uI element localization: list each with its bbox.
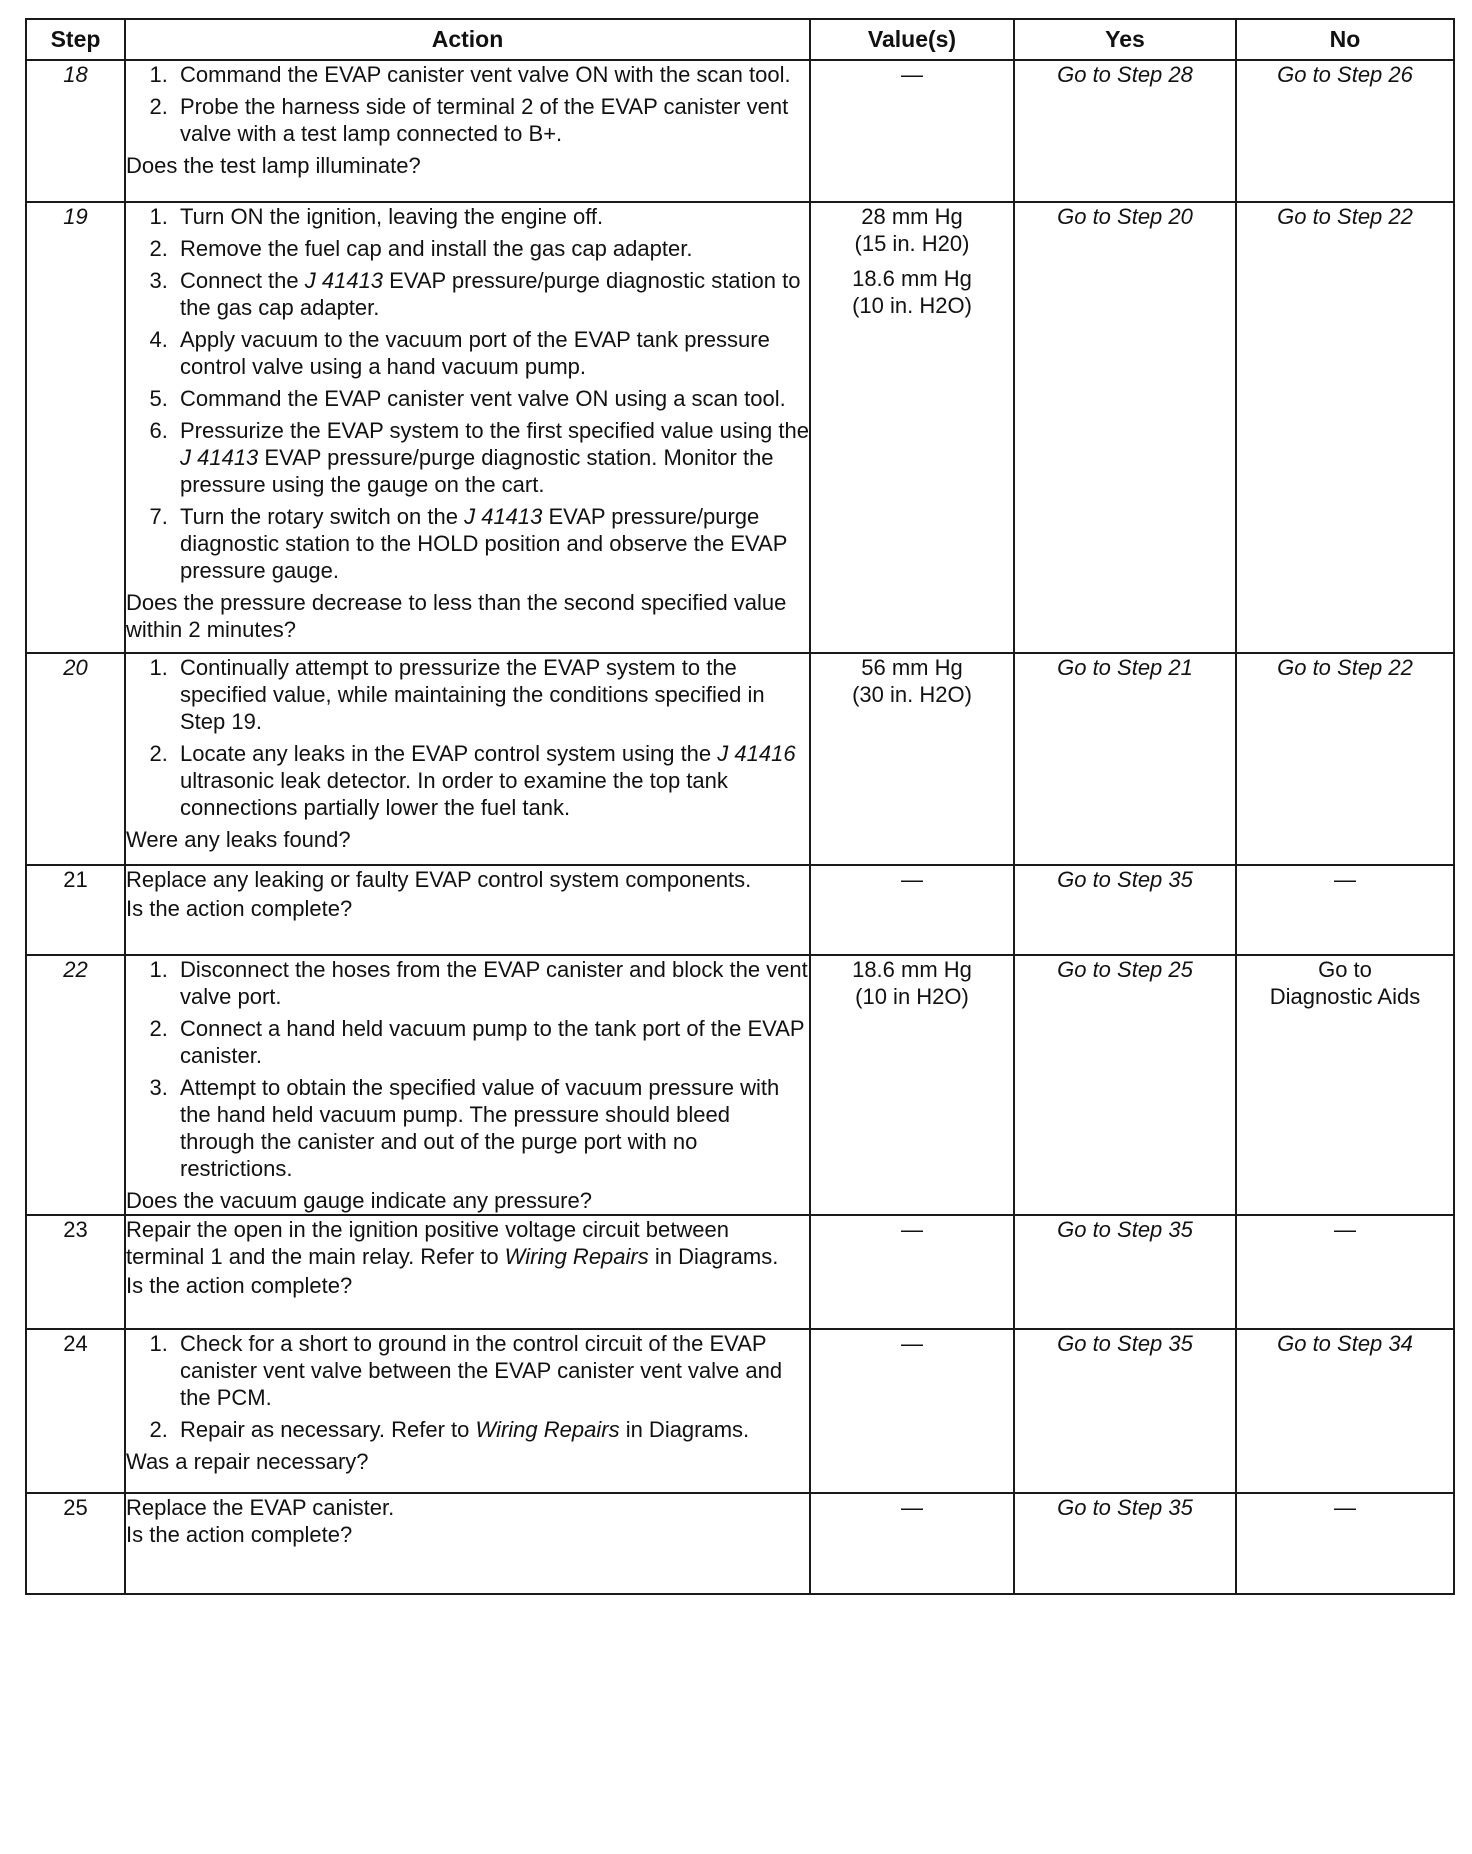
action-list (126, 654, 809, 821)
action-cell (125, 60, 810, 202)
no-text: Diagnostic Aids (1269, 984, 1421, 1009)
yes-link[interactable]: Go to Step 35 (1057, 1331, 1193, 1356)
yes-link[interactable]: Go to Step 21 (1057, 655, 1193, 680)
diagnostic-table (25, 18, 1455, 1595)
list-item: 2. Probe the harness side of terminal 2 of the EVAP canister vent valve with a test lamp connected to B+. (174, 93, 809, 147)
no-cell (1236, 202, 1454, 653)
header-yes: Yes (1014, 19, 1236, 60)
value-text: (30 in. H2O) (852, 682, 972, 707)
action-question: Does the vacuum gauge indicate any pressure? (126, 1188, 592, 1213)
action-cell (125, 202, 810, 653)
yes-link[interactable]: Go to Step 25 (1057, 957, 1193, 982)
tool-ref: J 41413 (304, 268, 384, 293)
item-text: Pressurize the EVAP system to the first specified value using the (180, 418, 809, 443)
list-item: 2. Connect a hand held vacuum pump to the tank port of the EVAP canister. (174, 1015, 809, 1069)
action-list (126, 203, 809, 584)
yes-link[interactable]: Go to Step 35 (1057, 867, 1193, 892)
header-step: Step (26, 19, 125, 60)
action-question: Were any leaks found? (126, 827, 351, 852)
table-row (26, 653, 1454, 865)
item-text: in Diagrams. (619, 1417, 750, 1442)
value-line (811, 265, 1013, 319)
no-cell (1236, 955, 1454, 1215)
doc-ref: Wiring Repairs (504, 1244, 649, 1269)
tool-ref: J 41416 (717, 741, 796, 766)
list-item (174, 503, 809, 584)
item-text: Repair as necessary. Refer to (180, 1417, 476, 1442)
step-number: 21 (26, 865, 125, 955)
value-line (811, 956, 1013, 1010)
yes-link[interactable]: Go to Step 35 (1057, 1495, 1193, 1520)
table-row (26, 955, 1454, 1215)
header-values: Value(s) (810, 19, 1014, 60)
no-link[interactable]: Go to Step 26 (1277, 62, 1413, 87)
no-cell (1236, 653, 1454, 865)
action-text-part: in Diagrams. (648, 1244, 779, 1269)
table-row (26, 1493, 1454, 1594)
item-text: Turn the rotary switch on the (180, 504, 465, 529)
no-cell (1236, 60, 1454, 202)
value-cell: — (810, 1329, 1014, 1493)
action-cell (125, 1329, 810, 1493)
value-cell: — (810, 1215, 1014, 1329)
header-row (26, 19, 1454, 60)
value-text: 56 mm Hg (861, 655, 963, 680)
item-text: Locate any leaks in the EVAP control system using the (180, 741, 718, 766)
action-cell (125, 653, 810, 865)
header-no: No (1236, 19, 1454, 60)
table-row (26, 202, 1454, 653)
list-item: 1. Turn ON the ignition, leaving the engine off. (174, 203, 809, 230)
value-cell: — (810, 865, 1014, 955)
value-text: (15 in. H20) (854, 231, 970, 256)
no-cell (1236, 1329, 1454, 1493)
value-line (811, 654, 1013, 708)
value-cell: — (810, 1493, 1014, 1594)
action-list (126, 61, 809, 147)
item-text: ultrasonic leak detector. In order to examine the top tank connections partially lower the fuel tank. (180, 768, 728, 820)
yes-cell (1014, 1493, 1236, 1594)
step-number: 23 (26, 1215, 125, 1329)
list-item: 1. Command the EVAP canister vent valve ON with the scan tool. (174, 61, 809, 88)
yes-cell (1014, 60, 1236, 202)
yes-cell (1014, 955, 1236, 1215)
list-item (174, 740, 809, 821)
action-question: Does the test lamp illuminate? (126, 153, 421, 178)
action-list (126, 1330, 809, 1443)
table-row (26, 1215, 1454, 1329)
tool-ref: J 41413 (180, 445, 259, 470)
value-cell (810, 653, 1014, 865)
value-line (811, 203, 1013, 257)
value-cell: — (810, 60, 1014, 202)
value-cell (810, 955, 1014, 1215)
no-cell: — (1236, 865, 1454, 955)
no-link[interactable]: Go to Step 34 (1277, 1331, 1413, 1356)
value-text: (10 in. H2O) (852, 293, 972, 318)
list-item: 1. Check for a short to ground in the control circuit of the EVAP canister vent valve between the EVAP canister vent valve and the PCM. (174, 1330, 809, 1411)
step-number: 18 (26, 60, 125, 202)
action-text: Replace the EVAP canister. (126, 1495, 395, 1520)
yes-cell (1014, 865, 1236, 955)
action-list (126, 956, 809, 1182)
value-text: (10 in H2O) (855, 984, 969, 1009)
action-cell (125, 955, 810, 1215)
table-row (26, 865, 1454, 955)
yes-link[interactable]: Go to Step 28 (1057, 62, 1193, 87)
value-text: 28 mm Hg (861, 204, 963, 229)
list-item (174, 1416, 809, 1443)
header-action: Action (125, 19, 810, 60)
action-cell (125, 1493, 810, 1594)
list-item: 1. Disconnect the hoses from the EVAP canister and block the vent valve port. (174, 956, 809, 1010)
action-text: Replace any leaking or faulty EVAP control system components. (126, 867, 752, 892)
action-question: Was a repair necessary? (126, 1449, 369, 1474)
step-number: 24 (26, 1329, 125, 1493)
action-question: Is the action complete? (126, 896, 353, 921)
table-row (26, 60, 1454, 202)
item-text: EVAP pressure/purge diagnostic station to the gas cap adapter. (180, 268, 801, 320)
list-item: 5. Command the EVAP canister vent valve ON using a scan tool. (174, 385, 809, 412)
no-link[interactable] (1270, 957, 1420, 1009)
action-text-part: Repair the open in the ignition positive voltage circuit between terminal 1 and the main relay. Refer to (126, 1217, 729, 1269)
list-item: 3. Attempt to obtain the specified value of vacuum pressure with the hand held vacuum pump. The pressure should bleed through the canister and out of the purge port with no restrictions. (174, 1074, 809, 1182)
no-link[interactable]: Go to Step 22 (1277, 655, 1413, 680)
value-text: 18.6 mm Hg (852, 266, 972, 291)
no-link[interactable]: Go to Step 22 (1277, 204, 1413, 229)
no-text: Go to (1318, 957, 1372, 982)
list-item (174, 417, 809, 498)
step-number: 20 (26, 653, 125, 865)
step-number: 25 (26, 1493, 125, 1594)
yes-cell (1014, 1215, 1236, 1329)
list-item: 2. Remove the fuel cap and install the gas cap adapter. (174, 235, 809, 262)
value-text: 18.6 mm Hg (852, 957, 972, 982)
action-cell (125, 1215, 810, 1329)
action-cell (125, 865, 810, 955)
yes-cell (1014, 202, 1236, 653)
action-text (126, 1216, 809, 1270)
no-cell: — (1236, 1493, 1454, 1594)
yes-link[interactable]: Go to Step 20 (1057, 204, 1193, 229)
yes-cell (1014, 1329, 1236, 1493)
item-text: EVAP pressure/purge diagnostic station. Monitor the pressure using the gauge on the cart. (180, 445, 774, 497)
list-item: 4. Apply vacuum to the vacuum port of the EVAP tank pressure control valve using a hand vacuum pump. (174, 326, 809, 380)
yes-cell (1014, 653, 1236, 865)
table-row (26, 1329, 1454, 1493)
step-number: 22 (26, 955, 125, 1215)
tool-ref: J 41413 (464, 504, 543, 529)
list-item: 1. Continually attempt to pressurize the EVAP system to the specified value, while maintaining the conditions specified in Step 19. (174, 654, 809, 735)
doc-ref: Wiring Repairs (475, 1417, 620, 1442)
yes-link[interactable]: Go to Step 35 (1057, 1217, 1193, 1242)
item-text: EVAP pressure/purge diagnostic station to the HOLD position and observe the EVAP pressure gauge. (180, 504, 787, 583)
item-text: Connect the (180, 268, 305, 293)
action-question: Is the action complete? (126, 1273, 353, 1298)
no-cell: — (1236, 1215, 1454, 1329)
list-item (174, 267, 809, 321)
action-question: Is the action complete? (126, 1522, 353, 1547)
action-question: Does the pressure decrease to less than the second specified value within 2 minutes? (126, 590, 787, 642)
value-cell (810, 202, 1014, 653)
step-number: 19 (26, 202, 125, 653)
